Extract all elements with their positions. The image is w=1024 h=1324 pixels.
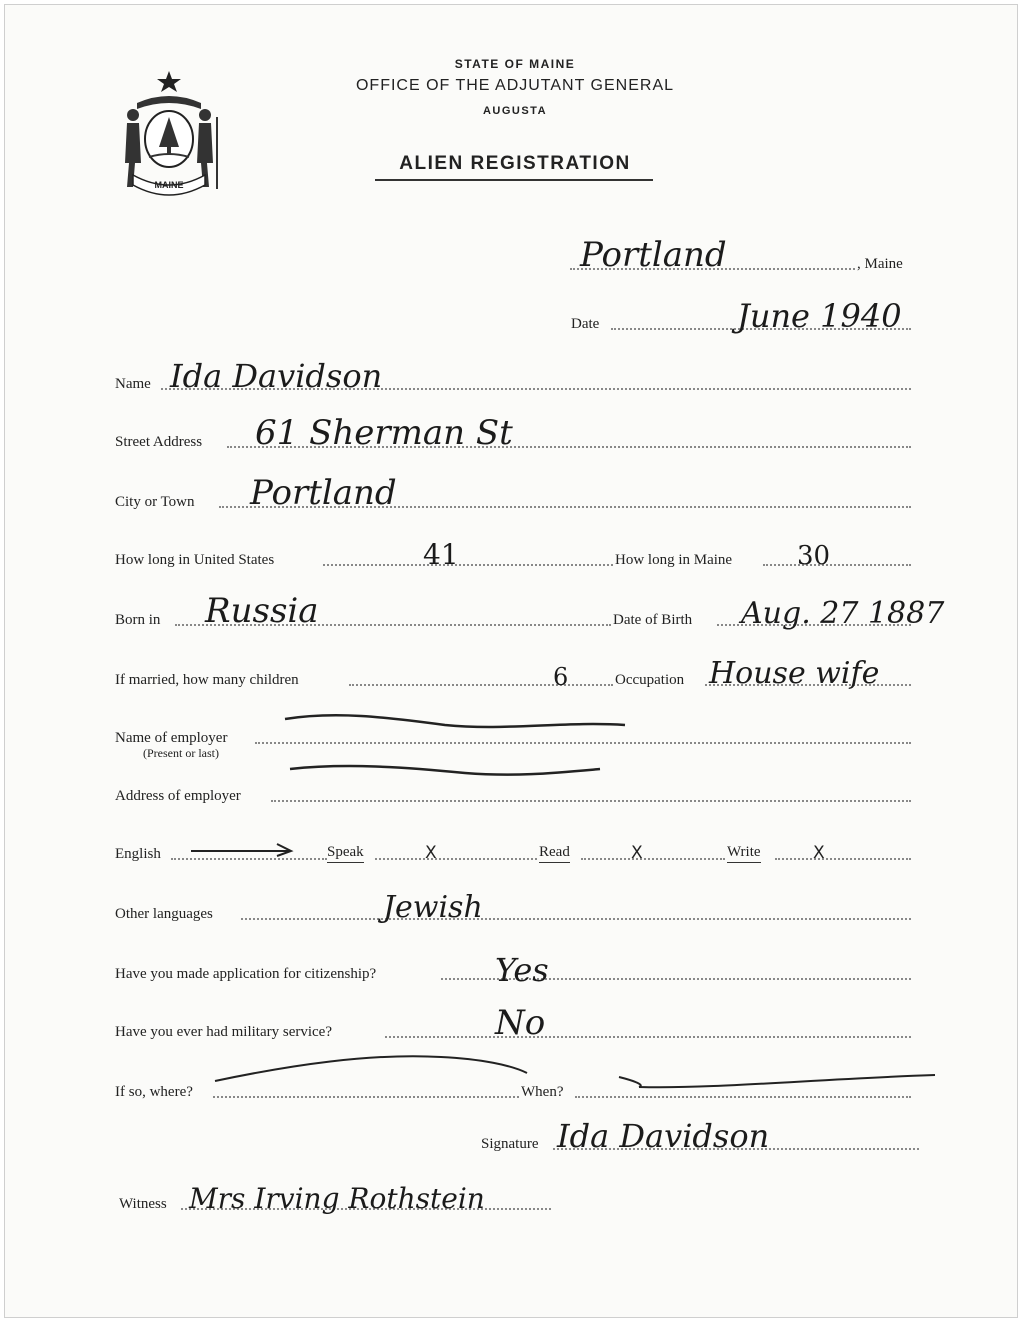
born-in-value: Russia xyxy=(205,591,319,631)
street-label: Street Address xyxy=(115,434,203,450)
employer-address-label: Address of employer xyxy=(115,788,241,804)
witness-value: Mrs Irving Rothstein xyxy=(189,1182,485,1215)
where-label: If so, where? xyxy=(115,1084,193,1100)
children-value: 6 xyxy=(553,663,569,691)
arrow-right-icon xyxy=(189,839,299,859)
children-label: If married, how many children xyxy=(115,672,299,688)
title-underline xyxy=(375,179,653,181)
military-row xyxy=(5,1003,1019,1043)
military-label: Have you ever had military service? xyxy=(115,1024,332,1040)
city-row xyxy=(5,473,1019,513)
signature-row xyxy=(5,1117,1019,1155)
dob-value: Aug. 27 1887 xyxy=(741,596,945,631)
place-suffix: , Maine xyxy=(857,256,903,272)
english-row xyxy=(5,835,1019,865)
maine-seal-icon xyxy=(113,67,225,197)
street-value: 61 Sherman St xyxy=(255,413,513,453)
signature-label: Signature xyxy=(481,1136,539,1152)
witness-row xyxy=(5,1182,1019,1215)
office-heading: OFFICE OF THE ADJUTANT GENERAL xyxy=(355,77,675,94)
family-row xyxy=(5,656,1019,691)
employer-name-dash xyxy=(275,705,635,745)
state-heading: STATE OF MAINE xyxy=(454,57,576,71)
signature-value: Ida Davidson xyxy=(557,1117,770,1155)
other-languages-label: Other languages xyxy=(115,906,213,922)
registration-form-page xyxy=(4,4,1018,1318)
employer-address-dash xyxy=(285,757,605,787)
when-dash xyxy=(615,1067,945,1097)
speak-mark: X xyxy=(425,843,437,863)
citizenship-label: Have you made application for citizenship? xyxy=(115,966,377,982)
other-languages-row xyxy=(5,890,1019,925)
military-value: No xyxy=(495,1003,546,1043)
name-value: Ida Davidson xyxy=(170,357,383,395)
occupation-label: Occupation xyxy=(615,672,685,688)
born-in-label: Born in xyxy=(115,612,161,628)
speak-label: Speak xyxy=(327,844,364,863)
write-label: Write xyxy=(727,844,761,863)
occupation-value: House wife xyxy=(709,656,880,691)
witness-label: Witness xyxy=(119,1196,167,1212)
svg-text:MAINE: MAINE xyxy=(154,180,184,190)
how-long-row xyxy=(5,538,1019,571)
city-value: Portland xyxy=(250,473,397,513)
other-languages-value: Jewish xyxy=(383,890,483,925)
form-title: ALIEN REGISTRATION xyxy=(399,153,631,174)
place-value: Portland xyxy=(580,235,727,275)
date-label: Date xyxy=(571,316,600,332)
employer-name-sublabel: (Present or last) xyxy=(143,746,219,760)
city-heading: AUGUSTA xyxy=(482,105,548,117)
citizenship-row xyxy=(5,951,1019,989)
english-label: English xyxy=(115,846,161,862)
read-mark: X xyxy=(631,843,643,863)
where-dash xyxy=(211,1051,531,1091)
how-long-us-label: How long in United States xyxy=(115,552,275,568)
street-row xyxy=(5,413,1019,453)
date-row xyxy=(5,297,1019,335)
how-long-us-value: 41 xyxy=(423,538,459,571)
name-label: Name xyxy=(115,376,151,392)
birth-row xyxy=(5,591,1019,631)
place-row xyxy=(5,235,1019,275)
city-label: City or Town xyxy=(115,494,195,510)
how-long-maine-label: How long in Maine xyxy=(615,552,733,568)
citizenship-value: Yes xyxy=(495,951,549,989)
employer-name-label: Name of employer xyxy=(115,730,228,746)
dob-label: Date of Birth xyxy=(613,612,693,628)
when-label: When? xyxy=(521,1084,564,1100)
write-mark: X xyxy=(813,843,825,863)
how-long-maine-value: 30 xyxy=(797,541,831,571)
read-label: Read xyxy=(539,844,570,863)
date-value: June 1940 xyxy=(737,297,902,335)
name-row xyxy=(5,357,1019,395)
